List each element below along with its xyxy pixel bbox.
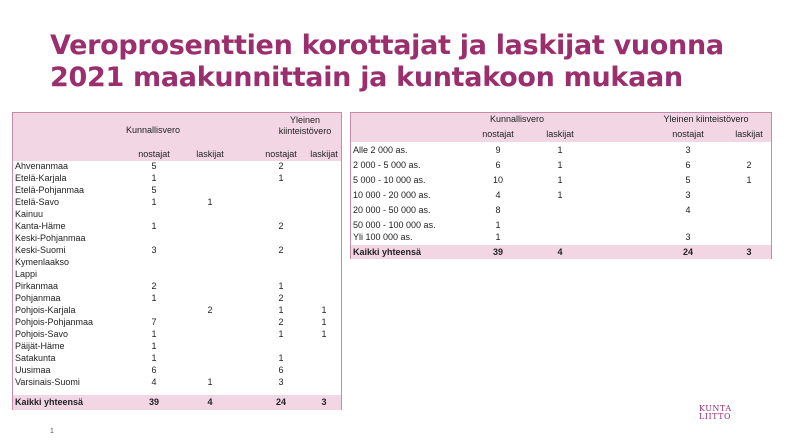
column-header: laskijat [310, 149, 338, 159]
table-cell: 1 [278, 305, 284, 315]
total-cell: 4 [207, 397, 213, 407]
column-header: laskijat [546, 129, 574, 139]
column-header: nostajat [672, 129, 704, 139]
page-number: 1 [50, 428, 54, 435]
table-cell: 6 [685, 160, 691, 170]
slide-title: Veroprosenttien korottajat ja laskijat vuonna 2021 maakunnittain ja kuntakoon mukaan [50, 30, 724, 93]
kuntaliitto-logo [699, 405, 739, 421]
municipality-size-table [350, 112, 772, 259]
row-label: Pirkanmaa [15, 281, 59, 291]
table-cell: 1 [207, 197, 213, 207]
table-cell: 2 [278, 221, 284, 231]
table-cell: 1 [151, 197, 157, 207]
table-cell: 1 [321, 305, 327, 315]
table-cell: 6 [495, 160, 501, 170]
total-cell: 24 [682, 247, 694, 257]
row-label: 50 000 - 100 000 as. [353, 220, 436, 230]
table-cell: 1 [495, 220, 501, 230]
table-cell: 4 [151, 377, 157, 387]
row-label: Keski-Pohjanmaa [15, 233, 86, 243]
table-cell: 5 [685, 175, 691, 185]
table-cell: 2 [746, 160, 752, 170]
row-label: Päijät-Häme [15, 341, 65, 351]
row-label: 2 000 - 5 000 as. [353, 160, 421, 170]
total-cell: 3 [321, 397, 327, 407]
row-label: Varsinais-Suomi [15, 377, 80, 387]
region-table [12, 112, 342, 410]
total-cell: 4 [557, 247, 563, 257]
row-label: Alle 2 000 as. [353, 145, 408, 155]
logo-line-2: LIITTO [699, 412, 732, 421]
table-cell: 1 [495, 232, 501, 242]
row-label: Etelä-Karjala [15, 173, 67, 183]
row-label: Pohjois-Karjala [15, 305, 76, 315]
table-cell: 2 [151, 281, 157, 291]
table-cell: 5 [151, 161, 157, 171]
row-label: Pohjois-Pohjanmaa [15, 317, 94, 327]
logo-line-1: KUNTA [699, 404, 732, 413]
table-cell: 6 [278, 365, 284, 375]
column-header: laskijat [735, 129, 763, 139]
column-header: nostajat [138, 149, 170, 159]
table-cell: 1 [278, 173, 284, 183]
row-label: Ahvenanmaa [15, 161, 69, 171]
row-label: Lappi [15, 269, 38, 279]
table-cell: 2 [278, 161, 284, 171]
row-label: Kainuu [15, 209, 44, 219]
row-label: 10 000 - 20 000 as. [353, 190, 431, 200]
table-cell: 1 [151, 341, 157, 351]
table-cell: 3 [278, 377, 284, 387]
table-cell: 1 [151, 173, 157, 183]
table-cell: 4 [495, 190, 501, 200]
table-cell: 1 [151, 353, 157, 363]
group-header: Yleinen kiinteistövero [663, 114, 749, 124]
table-cell: 1 [207, 377, 213, 387]
table-cell: 1 [278, 329, 284, 339]
row-label: Kymenlaakso [15, 257, 70, 267]
group-header: Kunnallisvero [125, 125, 181, 135]
row-label: Pohjanmaa [15, 293, 61, 303]
table-cell: 2 [278, 317, 284, 327]
table-cell: 1 [151, 293, 157, 303]
table-cell: 1 [557, 175, 563, 185]
row-label: Yli 100 000 as. [353, 232, 413, 242]
table-cell: 1 [151, 221, 157, 231]
table-cell: 1 [557, 145, 563, 155]
row-label: Satakunta [15, 353, 56, 363]
column-header: laskijat [196, 149, 224, 159]
row-label: Uusimaa [15, 365, 51, 375]
total-label: Kaikki yhteensä [353, 247, 422, 257]
total-cell: 24 [275, 397, 287, 407]
table-cell: 6 [151, 365, 157, 375]
table-cell: 1 [151, 329, 157, 339]
table-cell: 1 [321, 329, 327, 339]
table-cell: 1 [557, 190, 563, 200]
total-cell: 39 [492, 247, 504, 257]
group-header: Kunnallisvero [489, 114, 545, 124]
table-cell: 1 [278, 353, 284, 363]
row-label: Pohjois-Savo [15, 329, 69, 339]
table-cell: 3 [685, 145, 691, 155]
table-cell: 3 [685, 190, 691, 200]
table-cell: 10 [492, 175, 504, 185]
row-label: Etelä-Pohjanmaa [15, 185, 85, 195]
table-cell: 2 [278, 245, 284, 255]
table-cell: 9 [495, 145, 501, 155]
total-label: Kaikki yhteensä [15, 397, 84, 407]
row-label: 20 000 - 50 000 as. [353, 205, 431, 215]
table-cell: 1 [557, 160, 563, 170]
row-label: Keski-Suomi [15, 245, 66, 255]
table-cell: 2 [278, 293, 284, 303]
table-cell: 8 [495, 205, 501, 215]
table-cell: 3 [151, 245, 157, 255]
table-cell: 7 [151, 317, 157, 327]
table-cell: 1 [278, 281, 284, 291]
table-cell: 5 [151, 185, 157, 195]
column-header: nostajat [265, 149, 297, 159]
table-cell: 1 [746, 175, 752, 185]
table-cell: 4 [685, 205, 691, 215]
table-cell: 3 [685, 232, 691, 242]
row-label: Etelä-Savo [15, 197, 60, 207]
total-cell: 39 [148, 397, 160, 407]
column-header: nostajat [482, 129, 514, 139]
row-label: 5 000 - 10 000 as. [353, 175, 426, 185]
table-cell: 2 [207, 305, 213, 315]
group-header: Yleinen kiinteistövero [278, 115, 332, 136]
table-cell: 1 [321, 317, 327, 327]
row-label: Kanta-Häme [15, 221, 66, 231]
total-cell: 3 [746, 247, 752, 257]
